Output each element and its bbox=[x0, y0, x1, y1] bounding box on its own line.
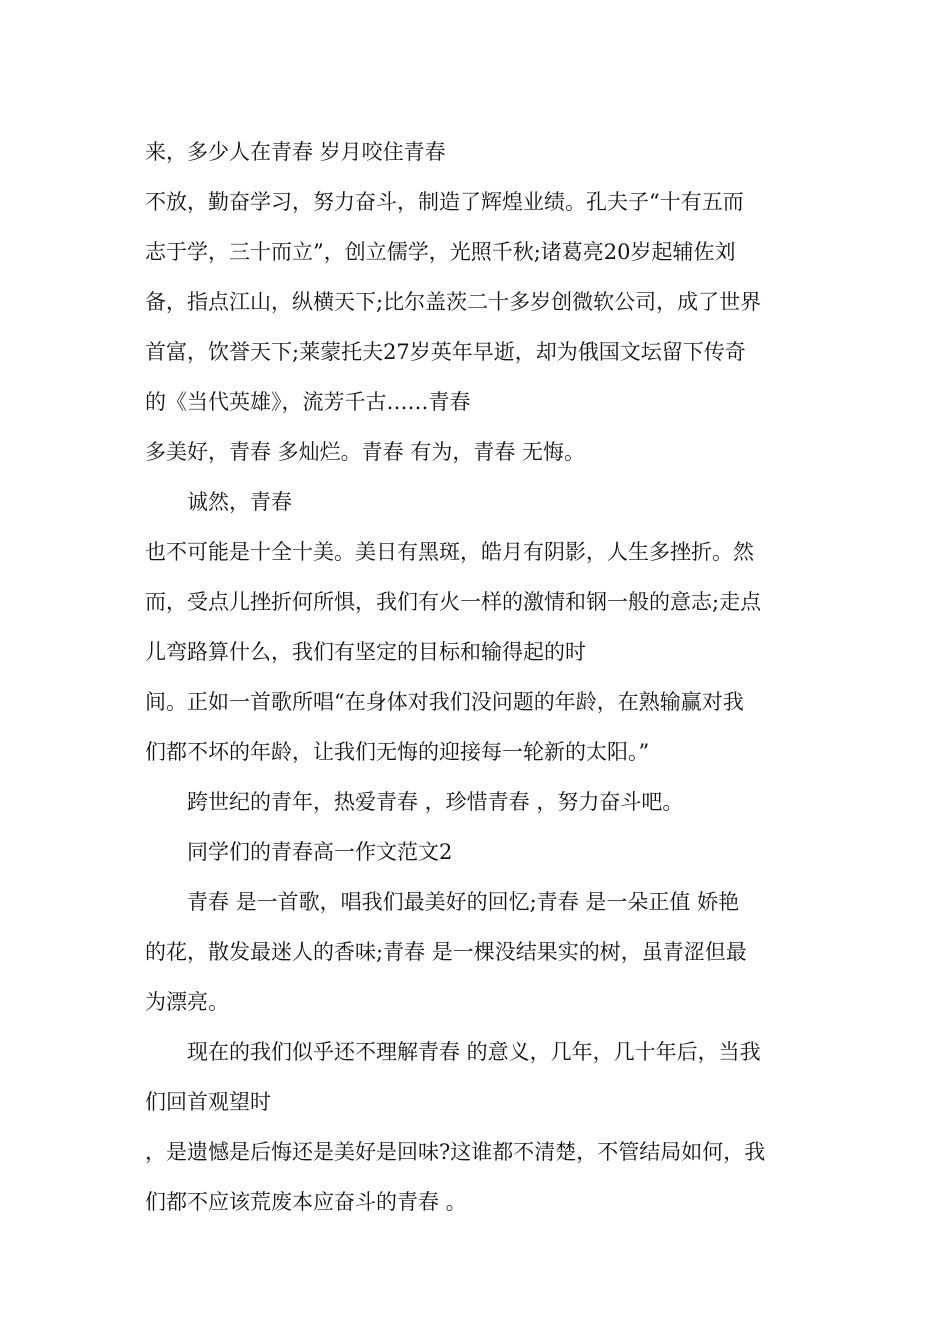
text-line: 青春 是一首歌，唱我们最美好的回忆;青春 是一朵正值 娇艳 bbox=[145, 890, 740, 914]
text-line: 们都不坏的年龄，让我们无悔的迎接每一轮新的太阳。” bbox=[145, 740, 650, 764]
text-line: 不放，勤奋学习，努力奋斗，制造了辉煌业绩。孔夫子“十有五而 bbox=[145, 190, 744, 214]
text-line: 志于学，三十而立”，创立儒学，光照千秋;诸葛亮20岁起辅佐刘 bbox=[145, 240, 736, 264]
text-line: 们回首观望时 bbox=[145, 1090, 271, 1114]
text-line: 们都不应该荒废本应奋斗的青春 。 bbox=[145, 1190, 467, 1214]
text-line: 诚然，青春 bbox=[145, 490, 292, 514]
text-line: 间。正如一首歌所唱“在身体对我们没问题的年龄，在熟输赢对我 bbox=[145, 690, 744, 714]
text-line: 来，多少人在青春 岁月咬住青春 bbox=[145, 140, 446, 164]
text-line: 为漂亮。 bbox=[145, 990, 229, 1014]
section-title: 同学们的青春高一作文范文2 bbox=[145, 840, 453, 864]
text-line: 多美好，青春 多灿烂。青春 有为，青春 无悔。 bbox=[145, 440, 586, 464]
text-line: 首富，饮誉天下;莱蒙托夫27岁英年早逝，却为俄国文坛留下传奇 bbox=[145, 340, 746, 364]
text-line: 儿弯路算什么，我们有坚定的目标和输得起的时 bbox=[145, 640, 586, 664]
text-line: 的《当代英雄》，流芳千古……青春 bbox=[145, 390, 471, 414]
text-line: 的花，散发最迷人的香味;青春 是一棵没结果实的树，虽青涩但最 bbox=[145, 940, 747, 964]
text-line: 跨世纪的青年，热爱青春 ，珍惜青春 ，努力奋斗吧。 bbox=[145, 790, 684, 814]
text-line: ，是遗憾是后悔还是美好是回味?这谁都不清楚，不管结局如何，我 bbox=[145, 1140, 766, 1164]
text-line: 备，指点江山，纵横天下;比尔盖茨二十多岁创微软公司，成了世界 bbox=[145, 290, 762, 314]
text-line: 而，受点儿挫折何所惧，我们有火一样的激情和钢一般的意志;走点 bbox=[145, 590, 762, 614]
text-line: 也不可能是十全十美。美日有黑斑，皓月有阴影，人生多挫折。然 bbox=[145, 540, 754, 564]
text-line: 现在的我们似乎还不理解青春 的意义，几年，几十年后，当我 bbox=[145, 1040, 761, 1064]
